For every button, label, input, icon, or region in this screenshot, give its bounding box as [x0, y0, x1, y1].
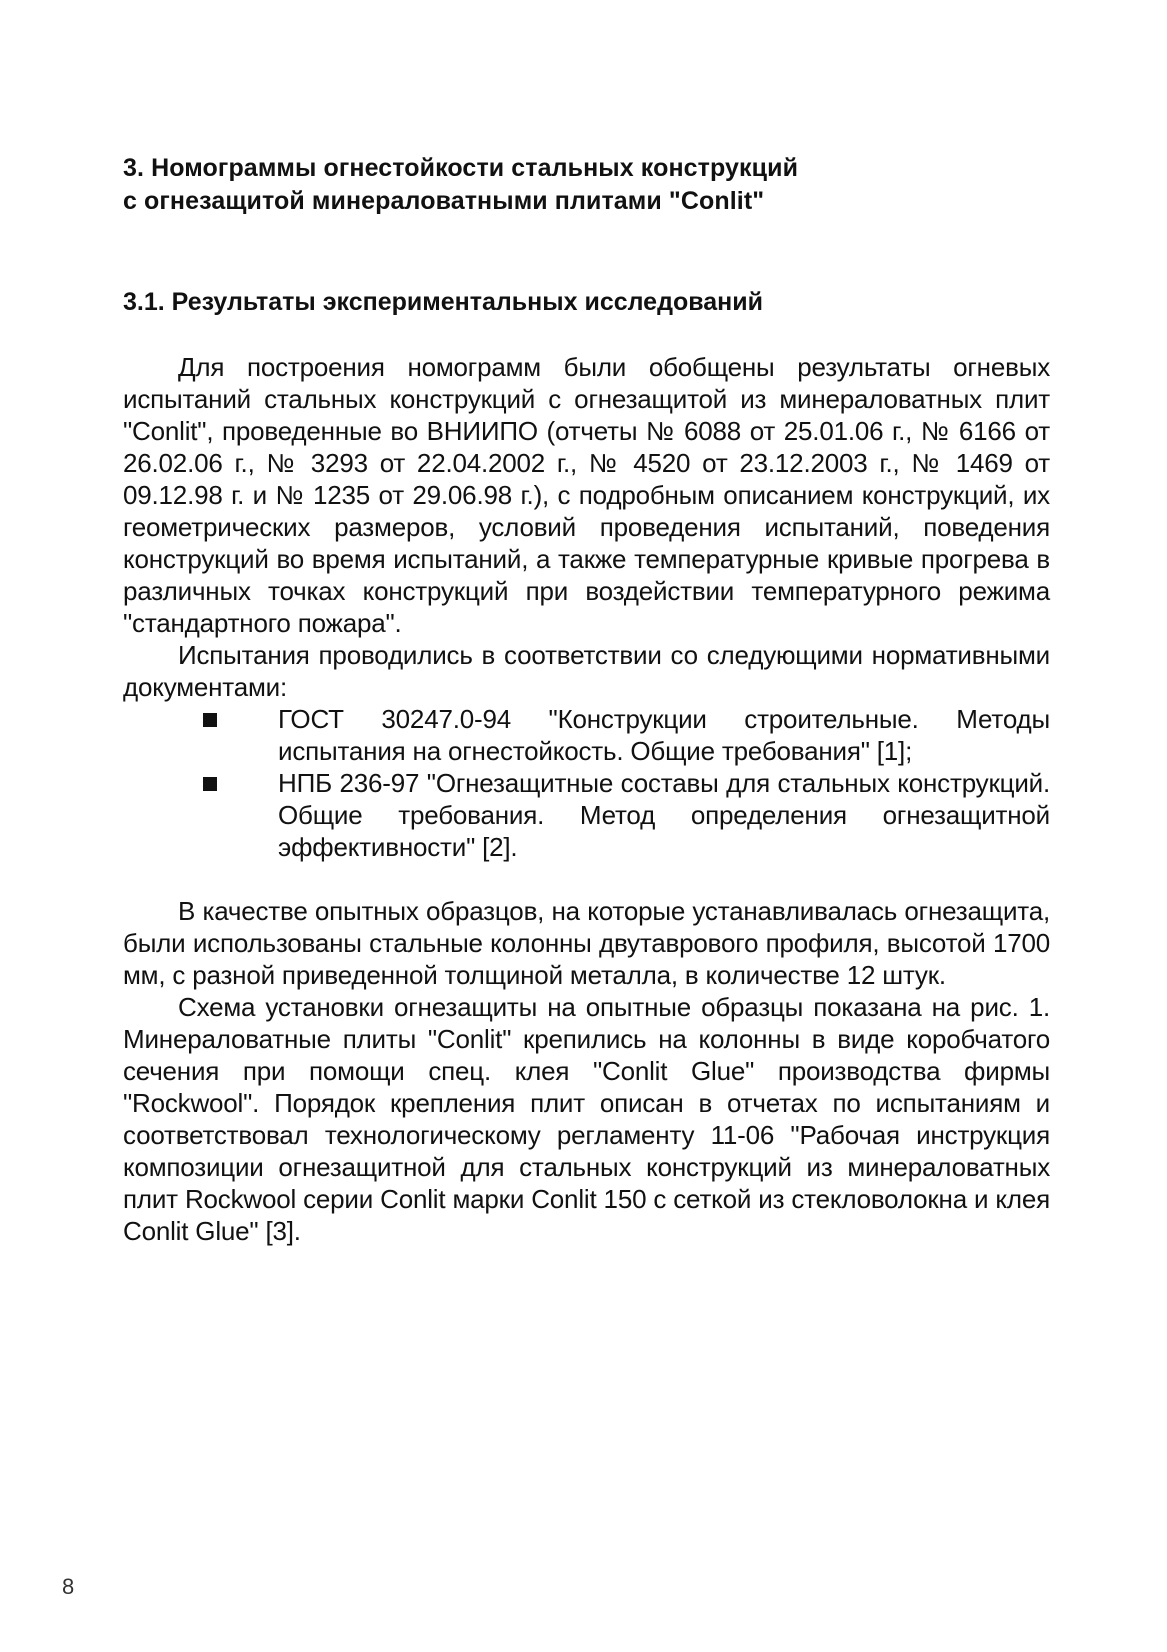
paragraph-installation: Схема установки огнезащиты на опытные образцы показана на рис. 1. Минераловатные плиты "Conlit" крепились на колонны в виде коробчатого сечения при помощи спец. клея "Conlit Glue" производства фирмы "Rockwool". Порядок крепления плит описан в отчетах по испытаниям и соответствовал технологическому регламенту 11-06 "Рабочая инструкция композиции огнезащитной для стальных конструкций из минераловатных плит Rockwool серии Conlit марки Conlit 150 с сеткой из стекловолокна и клея Conlit Glue" [3].: [123, 992, 1050, 1246]
section-title-line-1: 3. Номограммы огнестойкости стальных конструкций: [123, 154, 799, 182]
paragraph-standards-intro: Испытания проводились в соответствии со следующими нормативными документами:: [123, 640, 1050, 702]
list-item-text: НПБ 236-97 "Огнезащитные составы для стальных конструкций. Общие требования. Метод определения огнезащитной эффективности" [2].: [278, 768, 1050, 862]
paragraph-samples: В качестве опытных образцов, на которые устанавливалась огнезащита, были использованы стальные колонны двутаврового профиля, высотой 1700 мм, с разной приведенной толщиной металла, в количестве 12 штук.: [123, 896, 1050, 990]
square-bullet-icon: [203, 713, 217, 727]
square-bullet-icon: [203, 777, 217, 791]
list-item: [123, 703, 1050, 767]
paragraph-intro: Для построения номограмм были обобщены результаты огневых испытаний стальных конструкций с огнезащитой из минераловатных плит "Conlit", проведенные во ВНИИПО (отчеты № 6088 от 25.01.06 г., № 6166 от 26.02.06 г., № 3293 от 22.04.2002 г., № 4520 от 23.12.2003 г., № 1469 от 09.12.98 г. и № 1235 от 29.06.98 г.), с подробным описанием конструкций, их геометрических размеров, условий проведения испытаний, поведения конструкций во время испытаний, а также температурные кривые прогрева в различных точках конструкций при воздействии температурного режима "стандартного пожара".: [123, 352, 1050, 638]
page-content: [123, 152, 1050, 1247]
list-item: [123, 767, 1050, 863]
standards-list: [123, 703, 1050, 863]
section-title-line-2: с огнезащитой минераловатными плитами "Conlit": [123, 187, 765, 215]
page-number: 8: [62, 1574, 75, 1599]
subsection-title: 3.1. Результаты экспериментальных исследований: [123, 288, 764, 316]
list-item-text: ГОСТ 30247.0-94 "Конструкции строительные. Методы испытания на огнестойкость. Общие требования" [1];: [278, 704, 1050, 766]
section-title: [123, 152, 1050, 218]
